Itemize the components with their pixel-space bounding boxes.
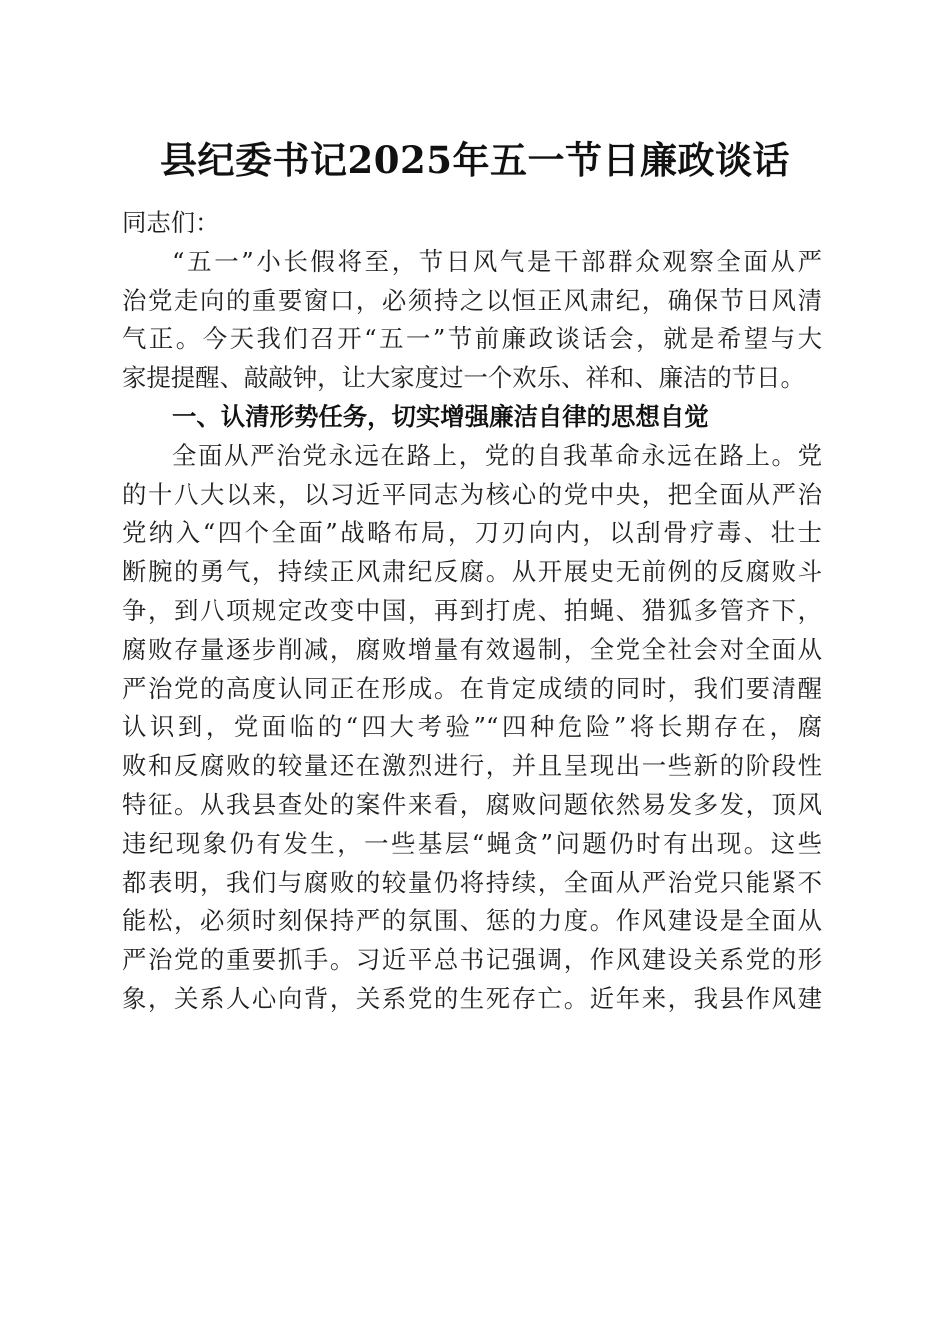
paragraph-line: 断腕的勇气，持续正风肃纪反腐。从开展史无前例的反腐败斗: [122, 557, 822, 587]
paragraph-line: 特征。从我县查处的案件来看，腐败问题依然易发多发，顶风: [122, 789, 822, 819]
paragraph-line: 都表明，我们与腐败的较量仍将持续，全面从严治党只能紧不: [122, 867, 822, 897]
paragraph-line: 认识到，党面临的“四大考验”“四种危险”将长期存在，腐: [122, 712, 822, 742]
paragraph-line: 败和反腐败的较量还在激烈进行，并且呈现出一些新的阶段性: [122, 751, 822, 781]
paragraph-line: 违纪现象仍有发生，一些基层“蝇贪”问题仍时有出现。这些: [122, 828, 822, 858]
document-title: 县纪委书记2025年五一节日廉政谈话: [160, 138, 790, 182]
paragraph-line: 严治党的重要抓手。习近平总书记强调，作风建设关系党的形: [122, 945, 822, 975]
section-heading: 一、认清形势任务，切实增强廉洁自律的思想自觉: [172, 401, 709, 431]
paragraph-line: 争，到八项规定改变中国，再到打虎、拍蝇、猎狐多管齐下，: [122, 595, 822, 625]
paragraph-line: 腐败存量逐步削减，腐败增量有效遏制，全党全社会对全面从: [122, 634, 822, 664]
paragraph-line: 党纳入“四个全面”战略布局，刀刃向内，以刮骨疗毒、壮士: [122, 518, 822, 548]
paragraph-line: 全面从严治党永远在路上，党的自我革命永远在路上。党: [172, 440, 822, 470]
paragraph-line: 的十八大以来，以习近平同志为核心的党中央，把全面从严治: [122, 479, 822, 509]
paragraph-line: 能松，必须时刻保持严的氛围、惩的力度。作风建设是全面从: [122, 906, 822, 936]
paragraph-line: 象，关系人心向背，关系党的生死存亡。近年来，我县作风建: [122, 983, 822, 1013]
paragraph-line: 气正。今天我们召开“五一”节前廉政谈话会，就是希望与大: [122, 324, 822, 354]
paragraph-line: “五一”小长假将至，节日风气是干部群众观察全面从严: [172, 246, 822, 276]
paragraph-line: 治党走向的重要窗口，必须持之以恒正风肃纪，确保节日风清: [122, 285, 822, 315]
paragraph-line: 家提提醒、敲敲钟，让大家度过一个欢乐、祥和、廉洁的节日。: [122, 363, 805, 393]
paragraph-line: 严治党的高度认同正在形成。在肯定成绩的同时，我们要清醒: [122, 673, 822, 703]
document-body: [122, 204, 822, 1019]
salutation: 同志们：: [122, 208, 220, 237]
